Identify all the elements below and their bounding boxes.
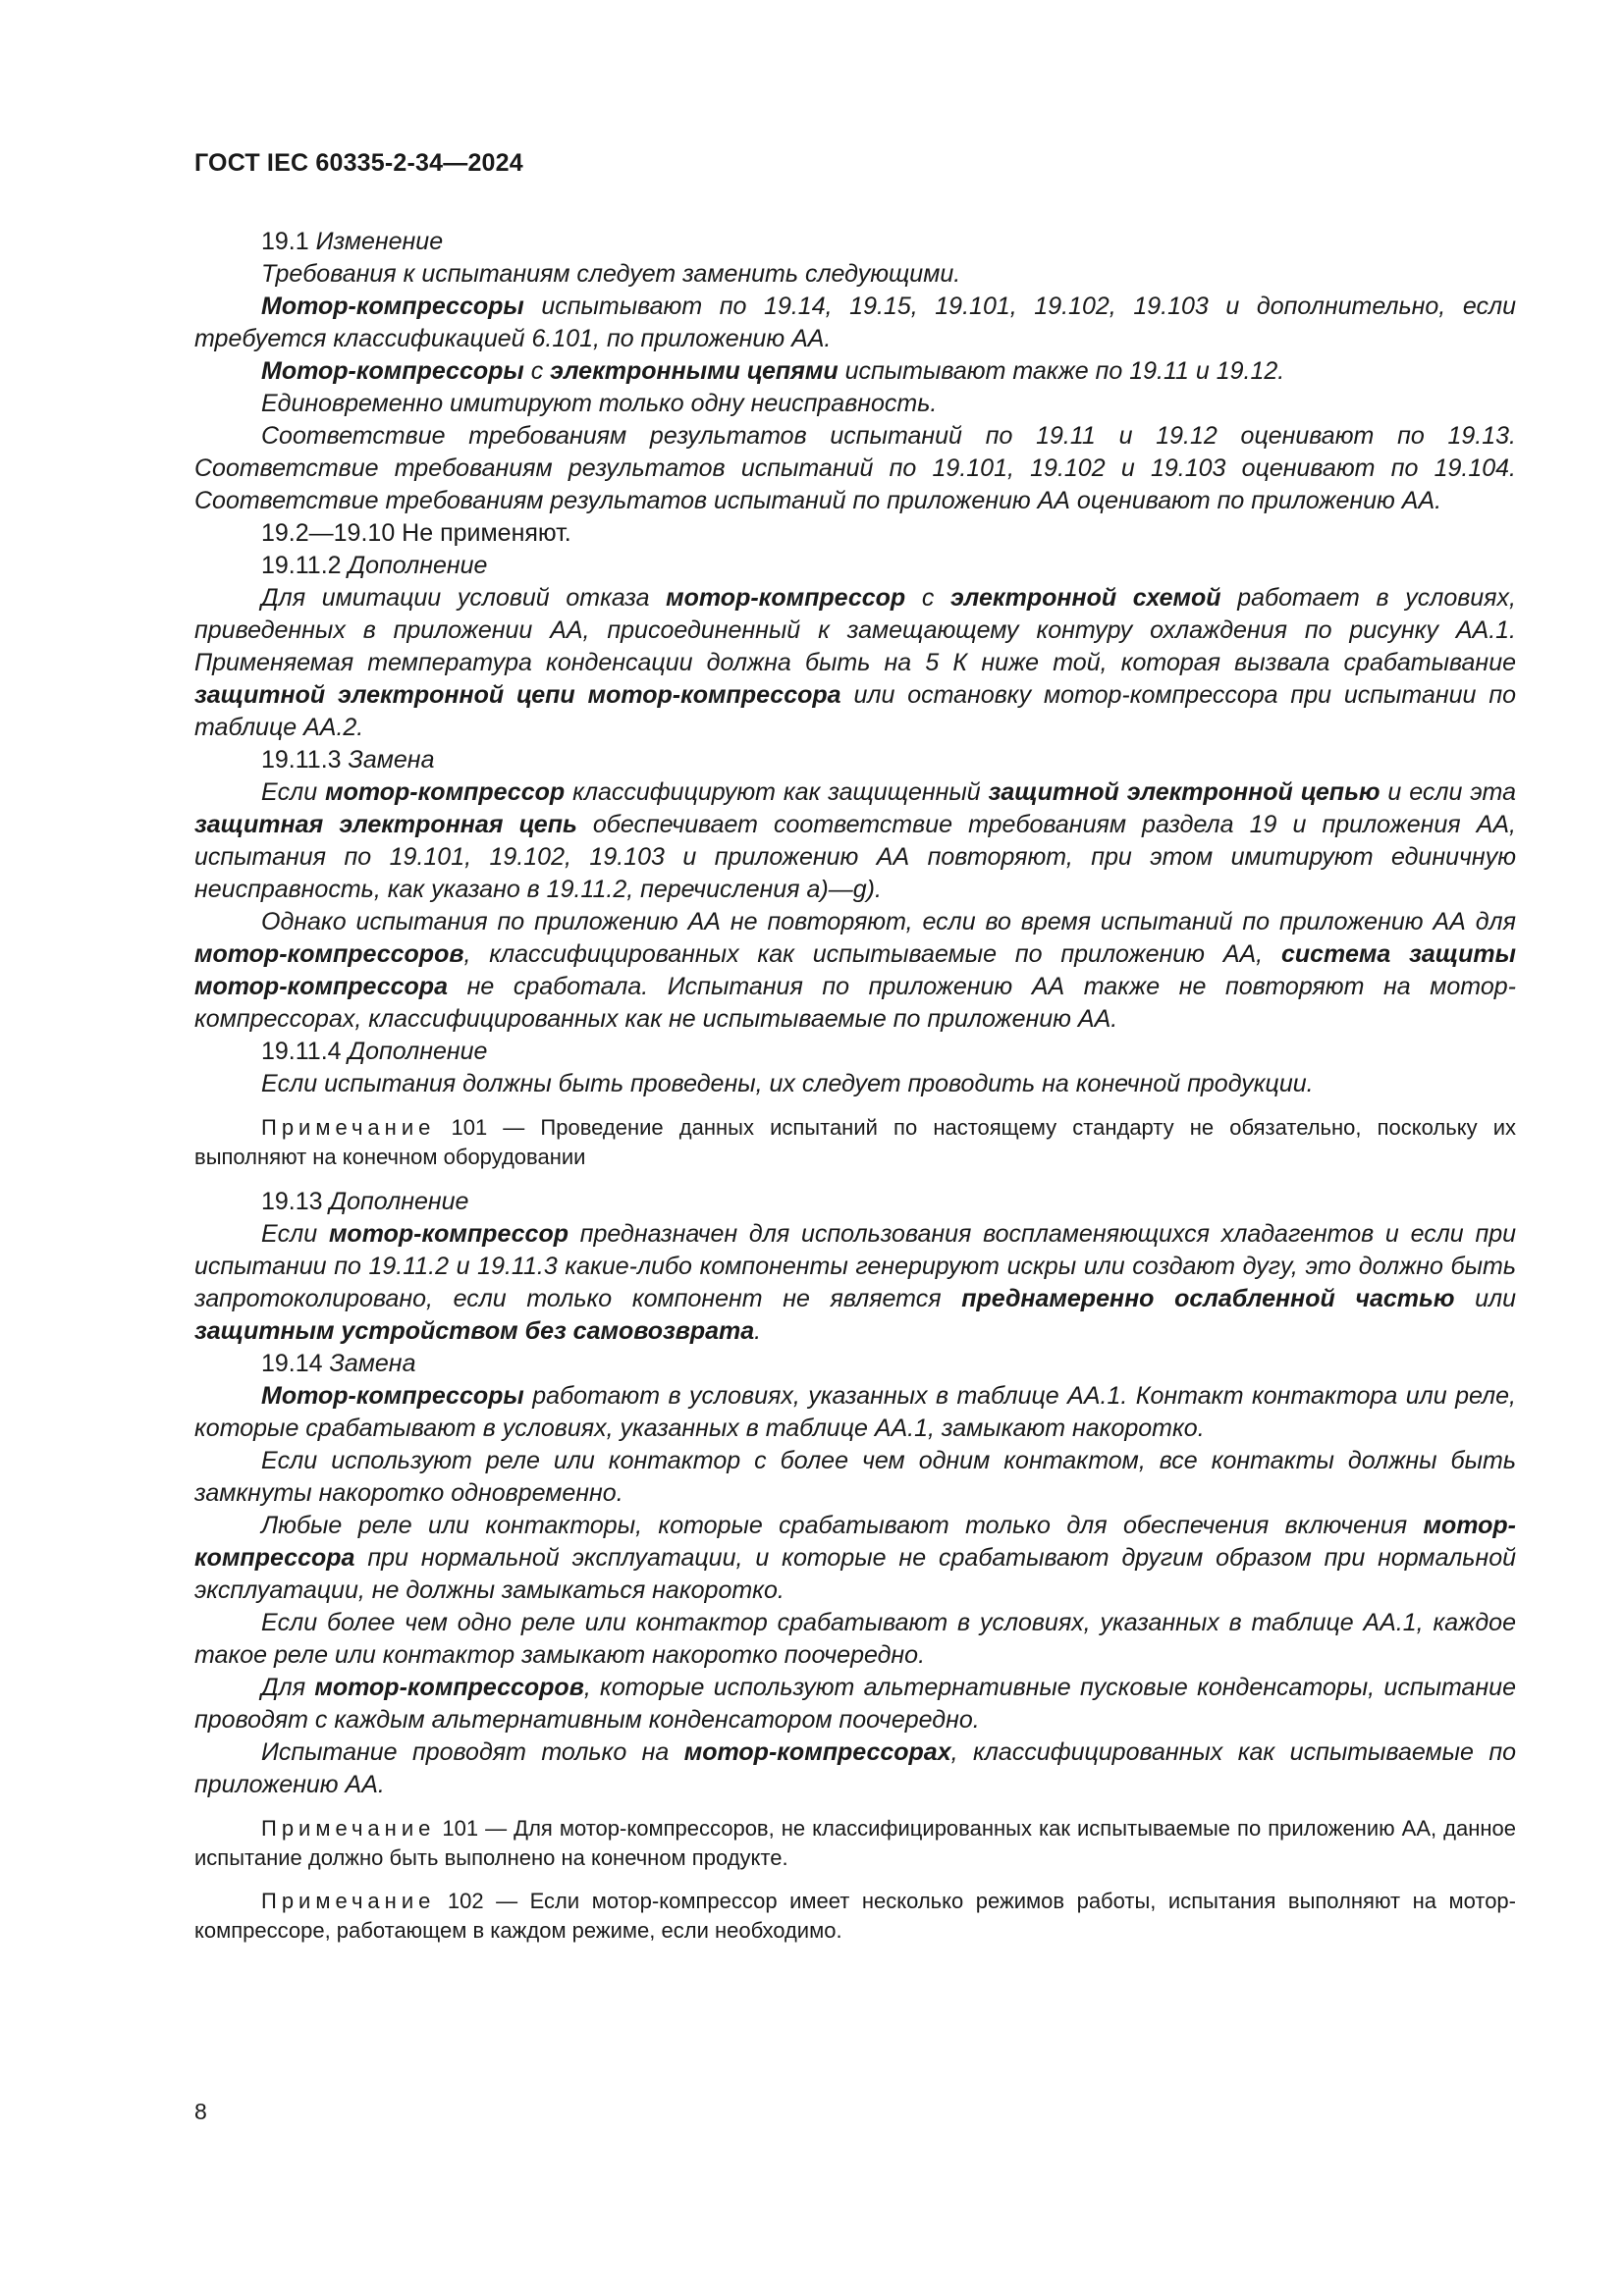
paragraph: Соответствие требованиям результатов испытаний по 19.11 и 19.12 оценивают по 19.13. Соответствие требованиям результатов испытаний по 19.101, 19.102 и 19.103 оценивают по 19.104. Соответствие требованиям результатов испытаний по приложению АА оценивают по приложению АА.	[194, 422, 1516, 514]
term: мотор-компрессоров	[314, 1674, 584, 1701]
paragraph: Если используют реле или контактор с более чем одним контактом, все контакты должны быть замкнуты накоротко одновременно.	[194, 1447, 1516, 1507]
term: электронной схемой	[950, 584, 1221, 612]
note-text: 101 — Для мотор-компрессоров, не классифицированных как испытываемые по приложению АА, данное испытание должно быть выполнено на конечном продукте.	[194, 1816, 1516, 1870]
term: мотор-компрессоров	[194, 940, 464, 968]
section-number: 19.14	[261, 1350, 323, 1377]
term: преднамеренно ослабленной частью	[961, 1285, 1455, 1312]
section-heading-19-14	[194, 1348, 1516, 1380]
paragraph: Мотор-компрессоры испытывают по 19.14, 19.15, 19.101, 19.102, 19.103 и дополнительно, если требуется классификацией 6.101, по приложению АА.	[194, 293, 1516, 352]
term: мотор-компрессор	[328, 1220, 569, 1248]
section-heading-19-1	[194, 226, 1516, 258]
section-number: 19.11.4	[261, 1038, 342, 1065]
section-label: Изменение	[315, 228, 444, 255]
term: защитным устройством без самовозврата	[194, 1317, 755, 1345]
section-heading-19-2: 19.2—19.10 Не применяют.	[261, 519, 571, 547]
term: система защиты мотор-компрессора	[194, 940, 1516, 1000]
section-label: Дополнение	[348, 552, 488, 579]
paragraph: Для имитации условий отказа мотор-компрессор с электронной схемой работает в условиях, приведенных в приложении АА, присоединенный к замещающему контуру охлаждения по рисунку АА.1. Применяемая температура конденсации должна быть на 5 К ниже той, которая вызвала срабатывание защитной электронной цепи мотор-компрессора или остановку мотор-компрессора при испытании по таблице АА.2.	[194, 584, 1516, 741]
note	[194, 1887, 1516, 1946]
term: Мотор-компрессоры	[261, 357, 524, 385]
section-label: Замена	[329, 1350, 416, 1377]
paragraph: Единовременно имитируют только одну неисправность.	[261, 390, 938, 417]
term: электронными цепями	[550, 357, 839, 385]
paragraph: Если более чем одно реле или контактор срабатывают в условиях, указанных в таблице АА.1, каждое такое реле или контактор замыкают накоротко поочередно.	[194, 1609, 1516, 1669]
paragraph: Если мотор-компрессор предназначен для использования воспламеняющихся хладагентов и если при испытании по 19.11.2 и 19.11.3 какие-либо компоненты генерируют искры или создают дугу, это должно быть запротоколировано, если только компонент не является преднамеренно ослабленной частью или защитным устройством без самовозврата.	[194, 1220, 1517, 1345]
section-number: 19.1	[261, 228, 309, 255]
section-number: 19.11.3	[261, 746, 342, 774]
note-label: Примечание	[261, 1115, 436, 1140]
paragraph: Однако испытания по приложению АА не повторяют, если во время испытаний по приложению АА для мотор-компрессоров, классифицированных как испытываемые по приложению АА, система защиты мотор-компрессора не сработала. Испытания по приложению АА также не повторяют на мотор-компрессорах, классифицированных как не испытываемые по приложению АА.	[194, 908, 1516, 1033]
note	[194, 1113, 1516, 1172]
page-number: 8	[194, 2099, 207, 2124]
note-text: 101 — Проведение данных испытаний по настоящему стандарту не обязательно, поскольку их выполняют на конечном оборудовании	[194, 1115, 1516, 1169]
section-label: Дополнение	[329, 1188, 469, 1215]
section-heading-19-11-3	[194, 744, 1516, 776]
term: мотор-компрессорах	[683, 1738, 951, 1766]
term: защитной электронной цепью	[988, 778, 1380, 806]
term: мотор-компрессор	[666, 584, 906, 612]
term: мотор-компрессора	[194, 1512, 1516, 1572]
note-label: Примечание	[261, 1816, 436, 1841]
paragraph: Мотор-компрессоры работают в условиях, указанных в таблице АА.1. Контакт контактора или реле, которые срабатывают в условиях, указанных в таблице АА.1, замыкают накоротко.	[194, 1382, 1516, 1442]
section-heading-19-11-4	[194, 1036, 1516, 1068]
document-code-header: ГОСТ IEC 60335-2-34—2024	[194, 149, 523, 177]
note-text: 102 — Если мотор-компрессор имеет несколько режимов работы, испытания выполняют на мотор-компрессоре, работающем в каждом режиме, если необходимо.	[194, 1889, 1516, 1943]
section-label: Замена	[348, 746, 435, 774]
note	[194, 1814, 1516, 1873]
section-heading-19-13	[194, 1186, 1516, 1218]
term: Мотор-компрессоры	[261, 293, 524, 320]
term: мотор-компрессор	[325, 778, 566, 806]
paragraph: Требования к испытаниям следует заменить следующими.	[261, 260, 961, 288]
paragraph: Испытание проводят только на мотор-компрессорах, классифицированных как испытываемые по приложению АА.	[194, 1738, 1516, 1798]
section-heading-19-11-2	[194, 550, 1516, 582]
term: Мотор-компрессоры	[261, 1382, 524, 1410]
section-label: Дополнение	[348, 1038, 488, 1065]
paragraph: Мотор-компрессоры с электронными цепями испытывают также по 19.11 и 19.12.	[261, 357, 1285, 385]
paragraph: Если мотор-компрессор классифицируют как защищенный защитной электронной цепью и если эта защитная электронная цепь обеспечивает соответствие требованиям раздела 19 и приложения АА, испытания по 19.101, 19.102, 19.103 и приложению АА повторяют, при этом имитируют единичную неисправность, как указано в 19.11.2, перечисления a)—g).	[194, 778, 1517, 903]
paragraph: Если испытания должны быть проведены, их следует проводить на конечной продукции.	[261, 1070, 1314, 1097]
section-number: 19.11.2	[261, 552, 342, 579]
note-label: Примечание	[261, 1889, 436, 1913]
page-body	[194, 226, 1516, 1959]
term: защитной электронной цепи мотор-компрессора	[194, 681, 841, 709]
term: защитная электронная цепь	[194, 811, 577, 838]
paragraph: Любые реле или контакторы, которые срабатывают только для обеспечения включения мотор-компрессора при нормальной эксплуатации, и которые не срабатывают другим образом при нормальной эксплуатации, не должны замыкаться накоротко.	[194, 1512, 1516, 1604]
paragraph: Для мотор-компрессоров, которые используют альтернативные пусковые конденсаторы, испытание проводят с каждым альтернативным конденсатором поочередно.	[194, 1674, 1516, 1734]
section-number: 19.13	[261, 1188, 323, 1215]
